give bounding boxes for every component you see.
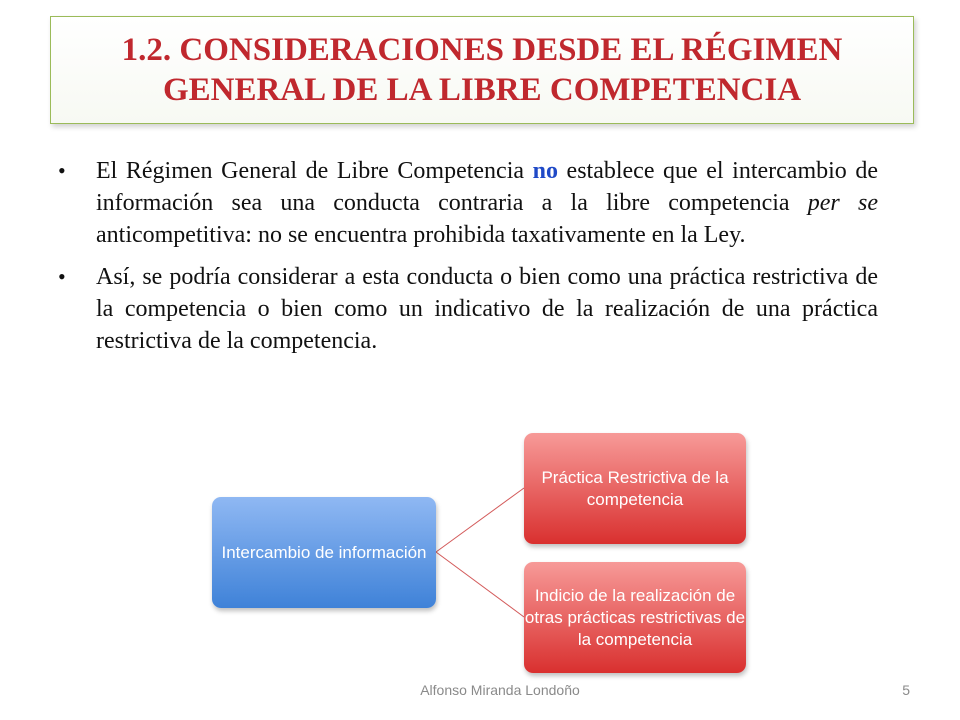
bullet-1-italic-term: per se	[807, 190, 878, 216]
bullet-1-text-part3: anticompetitiva: no se encuentra prohibida taxativamente en la Ley.	[96, 222, 746, 248]
connector-to-child-1	[436, 488, 524, 552]
bullet-marker: •	[58, 158, 66, 183]
bullet-1-keyword: no	[532, 158, 558, 184]
bullet-1-text-part1: El Régimen General de Libre Competencia	[96, 158, 533, 184]
slide-title-line-1: 1.2. CONSIDERACIONES DESDE EL RÉGIMEN	[121, 32, 843, 68]
diagram-root-label: Intercambio de información	[221, 542, 427, 562]
footer-author: Alfonso Miranda Londoño	[420, 682, 580, 698]
bullet-marker: •	[58, 264, 66, 289]
slide-title-line-2: GENERAL DE LA LIBRE COMPETENCIA	[162, 72, 802, 108]
diagram-child-node-2	[524, 562, 746, 673]
diagram-child-node-1	[524, 433, 746, 544]
page-number: 5	[902, 682, 910, 698]
diagram-root-node	[212, 497, 436, 608]
connector-to-child-2	[436, 552, 524, 617]
diagram-child-1-label: Práctica Restrictiva de la competencia	[541, 467, 729, 509]
bullet-1-text-part2: establece que el intercambio de información sea una conducta contraria a la libre competencia	[96, 158, 879, 216]
bullet-text-2: Así, se podría considerar a esta conducta o bien como una práctica restrictiva de la competencia o bien como un indicativo de la realización de una práctica restrictiva de la competencia.	[96, 264, 878, 354]
diagram-child-2-label: Indicio de la realización de otras prácticas restrictivas de la competencia	[524, 585, 746, 649]
